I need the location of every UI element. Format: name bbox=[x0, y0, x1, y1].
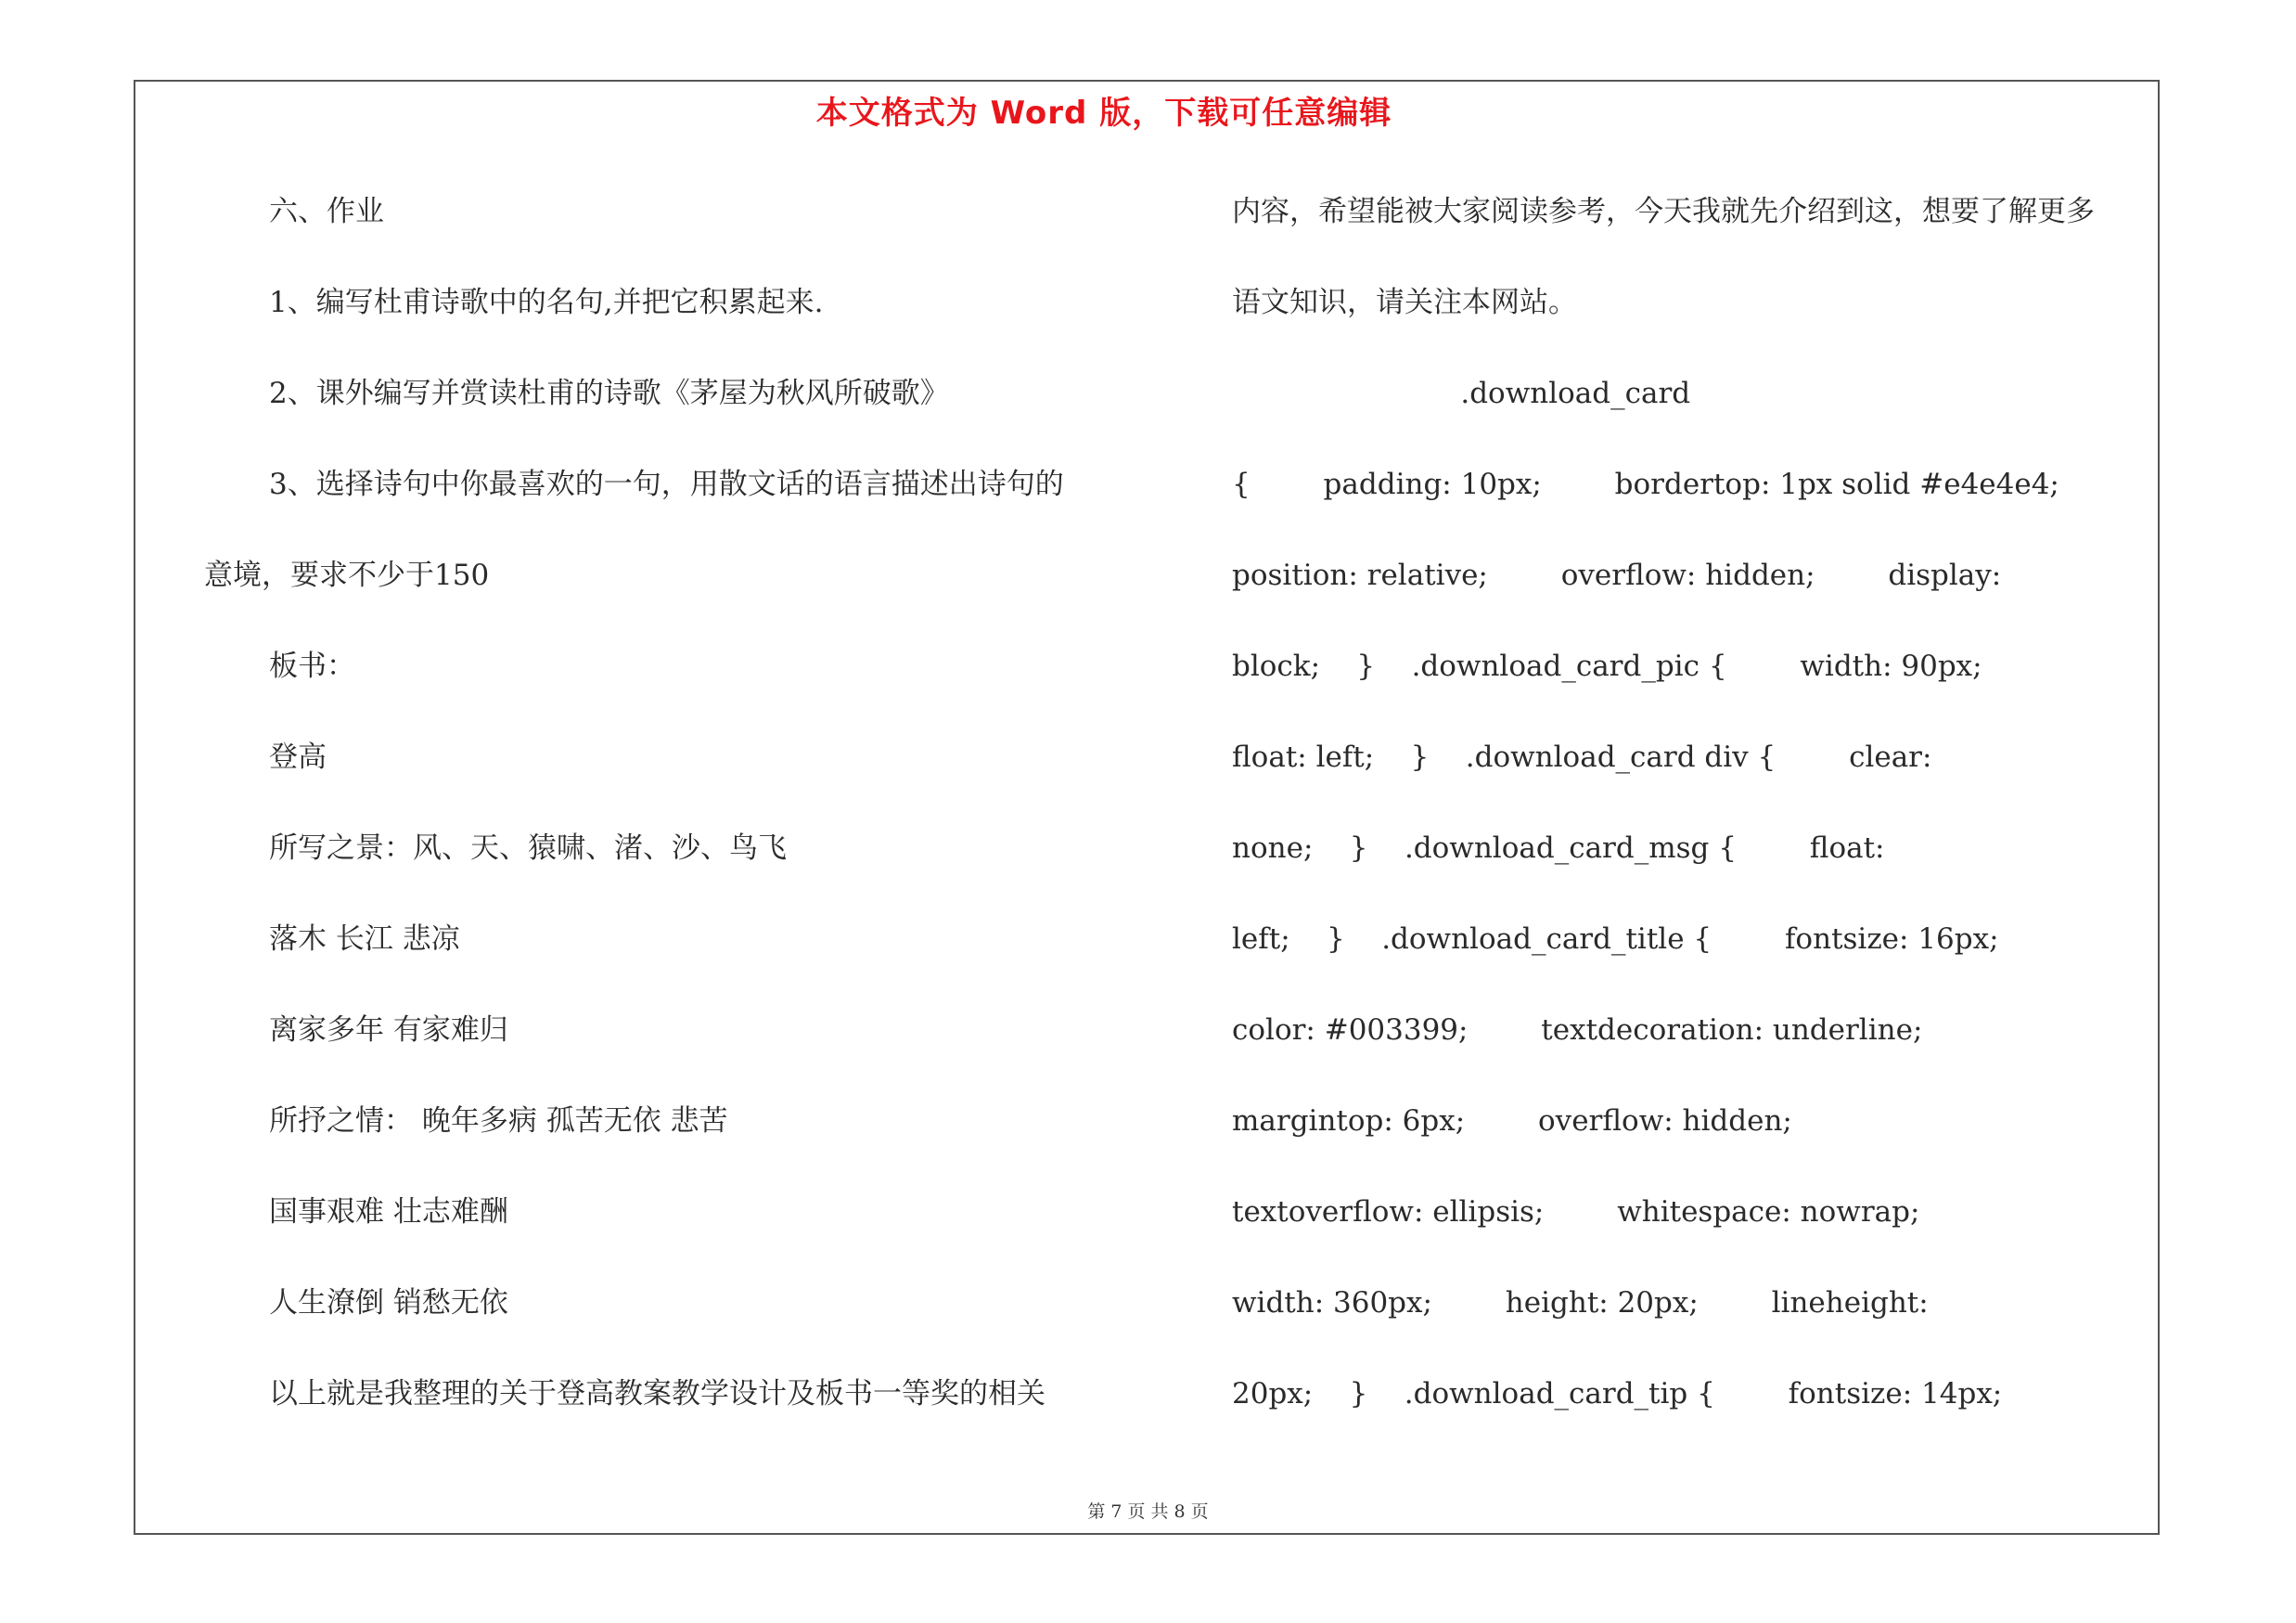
text-line: 3、选择诗句中你最喜欢的一句，用散文话的语言描述出诗句的 bbox=[269, 468, 1064, 501]
text-line: width: 360px; height: 20px; lineheight: bbox=[1232, 1286, 1929, 1320]
text-line: 意境，要求不少于150 bbox=[204, 559, 490, 592]
text-line: 以上就是我整理的关于登高教案教学设计及板书一等奖的相关 bbox=[269, 1377, 1045, 1410]
text-line: left; } .download_card_title { fontsize: 16px; bbox=[1232, 922, 1999, 956]
text-line: block; } .download_card_pic { width: 90px; bbox=[1232, 650, 1982, 683]
text-line: 内容，希望能被大家阅读参考，今天我就先介绍到这，想要了解更多 bbox=[1232, 195, 2095, 228]
text-line: 所写之景：风、天、猿啸、渚、沙、鸟飞 bbox=[269, 831, 787, 865]
text-line: 六、作业 bbox=[269, 195, 384, 228]
page-number: 第 7 页 共 8 页 bbox=[1087, 1501, 1209, 1522]
text-line: 1、编写杜甫诗歌中的名句,并把它积累起来. bbox=[269, 286, 824, 319]
text-line: 落木 长江 悲凉 bbox=[269, 922, 460, 956]
text-line: 语文知识，请关注本网站。 bbox=[1232, 286, 1577, 319]
text-line: 离家多年 有家难归 bbox=[269, 1013, 508, 1047]
text-line: .download_card bbox=[1232, 377, 1691, 410]
text-line: 2、课外编写并赏读杜甫的诗歌《茅屋为秋风所破歌》 bbox=[269, 377, 949, 410]
text-line: margintop: 6px; overflow: hidden; bbox=[1232, 1104, 1792, 1138]
text-line: 板书： bbox=[269, 650, 355, 683]
format-banner: 本文格式为 Word 版，下载可任意编辑 bbox=[815, 95, 1392, 132]
text-line: 人生潦倒 销愁无依 bbox=[269, 1286, 508, 1320]
text-line: { padding: 10px; bordertop: 1px solid #e4e4e4; bbox=[1232, 468, 2059, 501]
text-line: 20px; } .download_card_tip { fontsize: 14px; bbox=[1232, 1377, 2003, 1410]
text-line: textoverflow: ellipsis; whitespace: nowrap; bbox=[1232, 1195, 1920, 1229]
text-line: 登高 bbox=[269, 741, 327, 774]
text-line: position: relative; overflow: hidden; display: bbox=[1232, 559, 2002, 592]
text-line: 所抒之情： 晚年多病 孤苦无依 悲苦 bbox=[269, 1104, 728, 1138]
text-line: 国事艰难 壮志难酬 bbox=[269, 1195, 508, 1229]
text-line: none; } .download_card_msg { float: bbox=[1232, 831, 1885, 865]
text-line: color: #003399; textdecoration: underline; bbox=[1232, 1013, 1923, 1047]
text-line: float: left; } .download_card div { clear: bbox=[1232, 741, 1932, 774]
